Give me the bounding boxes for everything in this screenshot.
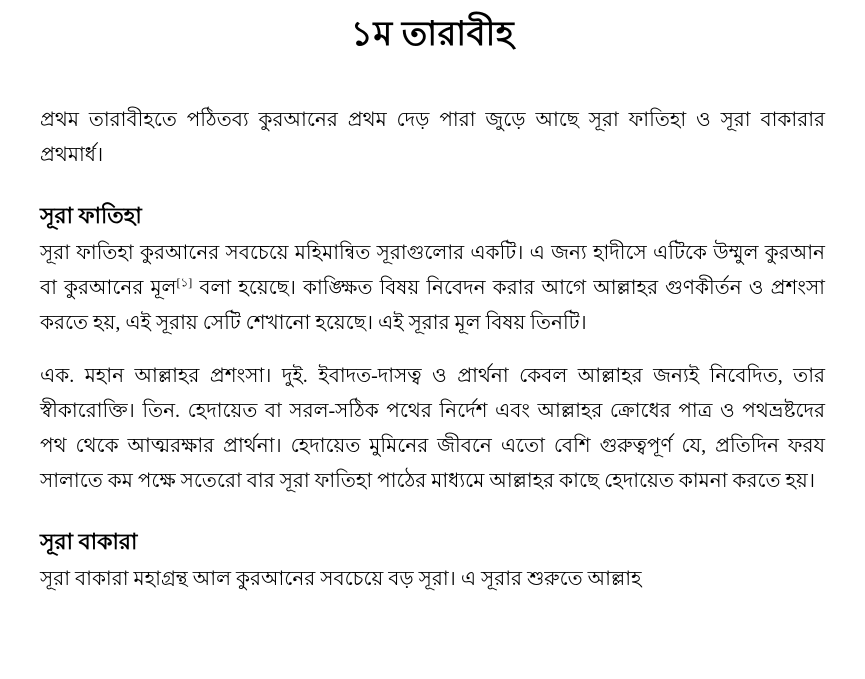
paragraph-text-before-footnote: সূরা ফাতিহা কুরআনের সবচেয়ে মহিমান্বিত সূরাগুলোর একটি। এ জন্য হাদীসে এটিকে উম্মুল কুরআন বা কুরআনের মূল: [40, 241, 825, 299]
section-heading-surah-baqarah: সূরা বাকারা: [40, 528, 138, 554]
footnote-reference[interactable]: [১]: [176, 274, 193, 289]
paragraph-fatiha-three-topics: এক. মহান আল্লাহর প্রশংসা। দুই. ইবাদত-দাসত্ব ও প্রার্থনা কেবল আল্লাহর জন্যই নিবেদিত, তার স্বীকারোক্তি। তিন. হেদায়েত বা সরল-সঠিক পথের নির্দেশ এবং আল্লাহর ক্রোধের পাত্র ও পথভ্রষ্টদের পথ থেকে আত্মরক্ষার প্রার্থনা। হেদায়েত মুমিনের জীবনে এতো বেশি গুরুত্বপূর্ণ যে, প্রতিদিন ফরয সালাতে কম পক্ষে সতেরো বার সূরা ফাতিহা পাঠের মাধ্যমে আল্লাহর কাছে হেদায়েত কামনা করতে হয়।: [40, 364, 825, 492]
intro-paragraph: প্রথম তারাবীহতে পঠিতব্য কুরআনের প্রথম দেড় পারা জুড়ে আছে সূরা ফাতিহা ও সূরা বাকারার প্রথমার্ধ।: [40, 108, 825, 166]
paragraph-baqarah-intro: সূরা বাকারা মহাগ্রন্থ আল কুরআনের সবচেয়ে বড় সূরা। এ সূরার শুরুতে আল্লাহ: [40, 567, 642, 590]
section-heading-surah-fatiha: সূরা ফাতিহা: [40, 202, 142, 228]
paragraph-fatiha-overview: [40, 236, 825, 341]
page-title: ১ম তারাবীহ: [350, 16, 515, 53]
paragraph-text-after-footnote: বলা হয়েছে। কাঙ্ক্ষিত বিষয় নিবেদন করার আগে আল্লাহর গুণকীর্তন ও প্রশংসা করতে হয়, এই সূরায় সেটি শেখানো হয়েছে। এই সূরার মূল বিষয় তিনটি।: [40, 276, 825, 334]
